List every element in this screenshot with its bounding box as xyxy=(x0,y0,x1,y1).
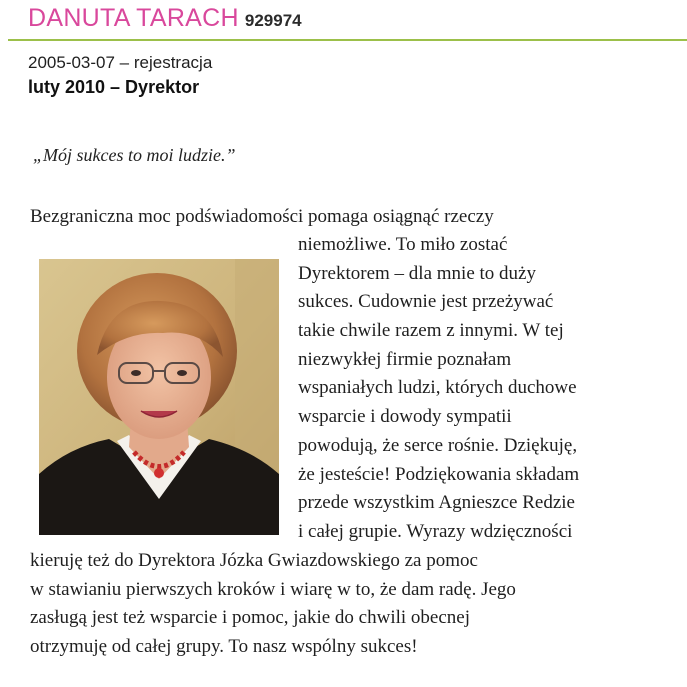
body-line: wsparcie i dowody sympatii xyxy=(298,406,512,427)
person-code: 929974 xyxy=(244,11,302,30)
body-line: wspaniałych ludzi, których duchowe xyxy=(298,377,577,398)
role-title: luty 2010 – Dyrektor xyxy=(28,77,200,97)
registration-date: 2005-03-07 – rejestracja xyxy=(28,53,213,72)
header-divider xyxy=(8,39,687,41)
body-line: że jesteście! Podziękowania składam xyxy=(298,464,580,485)
body-line: Dyrektorem – dla mnie to duży xyxy=(298,263,536,284)
body-line: Bezgraniczna moc podświadomości pomaga osiągnąć rzeczy xyxy=(30,206,494,227)
body-line: sukces. Cudownie jest przeżywać xyxy=(298,291,554,312)
portrait-photo xyxy=(39,259,279,535)
body-line: w stawianiu pierwszych kroków i wiarę w to, że dam radę. Jego xyxy=(30,579,516,600)
body-line: i całej grupie. Wyrazy wdzięczności xyxy=(298,521,573,542)
motto-quote: „Mój sukces to moi ludzie.” xyxy=(33,145,236,165)
body-line: kieruję też do Dyrektora Józka Gwiazdowskiego za pomoc xyxy=(30,550,478,571)
body-line: powodują, że serce rośnie. Dziękuję, xyxy=(298,435,578,456)
body-line: niemożliwe. To miło zostać xyxy=(298,234,508,255)
profile-header xyxy=(28,4,302,38)
body-line: otrzymuję od całej grupy. To nasz wspólny sukces! xyxy=(30,636,418,657)
body-line: takie chwile razem z innymi. W tej xyxy=(298,320,564,341)
body-line: przede wszystkim Agnieszce Redzie xyxy=(298,492,575,513)
person-name: DANUTA TARACH xyxy=(28,4,239,32)
body-line: niezwykłej firmie poznałam xyxy=(298,349,512,370)
body-line: zasługą jest też wsparcie i pomoc, jakie do chwili obecnej xyxy=(30,607,471,628)
